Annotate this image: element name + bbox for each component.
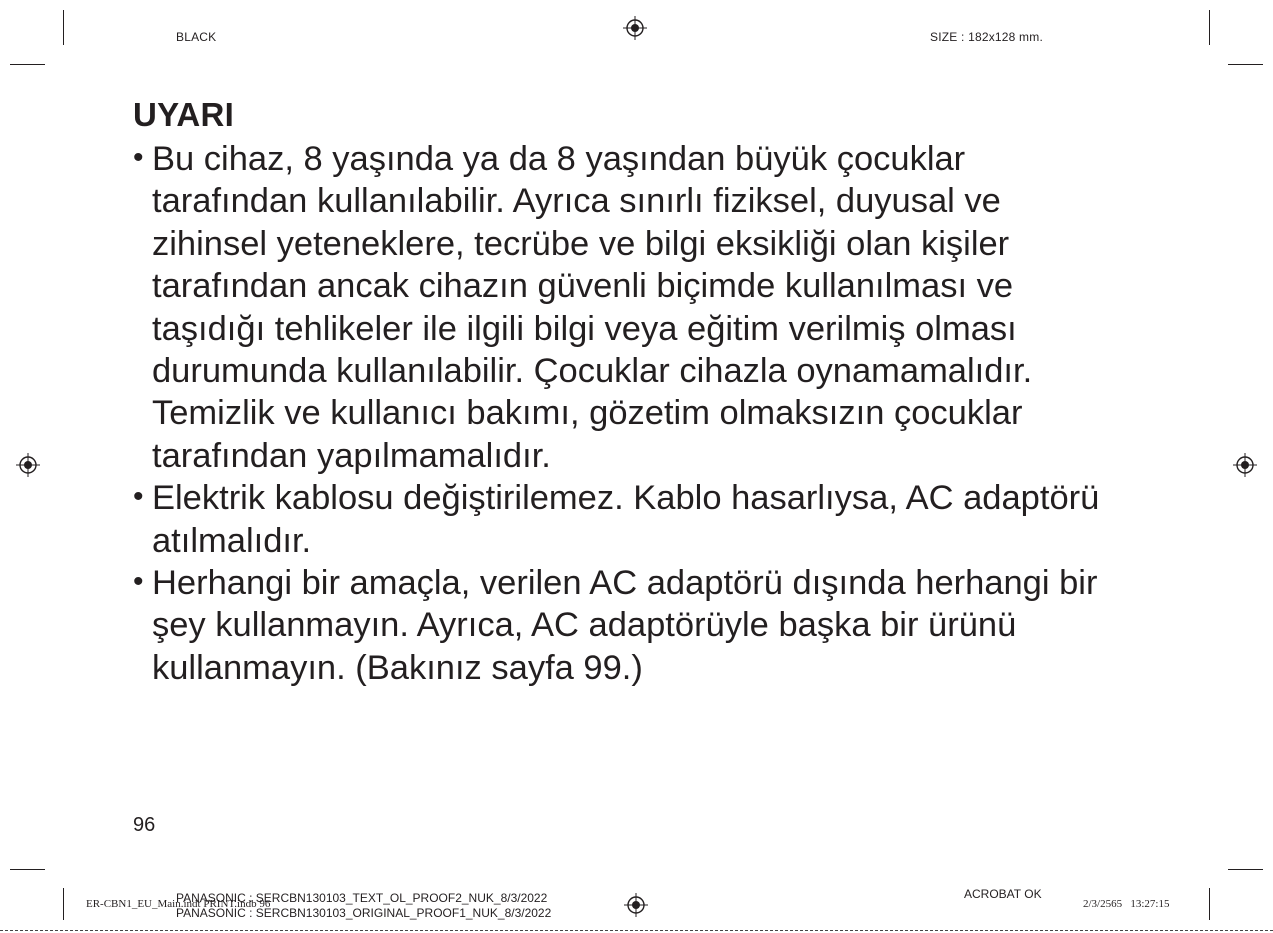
- text-line: durumunda kullanılabilir. Çocuklar cihazla oynamamalıdır.: [152, 352, 1033, 391]
- timestamp-label: 2/3/2565 13:27:15: [1083, 898, 1170, 910]
- crop-mark-top-right-horizontal: [1228, 64, 1263, 65]
- text-line: Temizlik ve kullanıcı bakımı, gözetim olmaksızın çocuklar: [152, 394, 1023, 433]
- text-line: tarafından ancak cihazın güvenli biçimde kullanılması ve: [152, 267, 1014, 306]
- color-label: BLACK: [176, 30, 217, 44]
- file-name-label: ER-CBN1_EU_Main.indt PRINT.indb 96: [86, 898, 271, 910]
- acrobat-ok-label: ACROBAT OK: [964, 887, 1042, 901]
- warning-heading: UYARI: [133, 96, 235, 133]
- page-number: 96: [133, 814, 156, 836]
- text-line: kullanmayın. (Bakınız sayfa 99.): [152, 648, 643, 687]
- text-line: zihinsel yeteneklere, tecrübe ve bilgi eksikliği olan kişiler: [152, 224, 1010, 263]
- crop-mark-bottom-left-horizontal: [10, 869, 45, 870]
- warning-bullet-2: [133, 477, 1163, 562]
- proof-line-2: PANASONIC : SERCBN130103_ORIGINAL_PROOF1_NUK_8/3/2022: [176, 906, 552, 920]
- text-line: taşıdığı tehlikeler ile ilgili bilgi veya eğitim verilmiş olması: [152, 309, 1017, 348]
- registration-mark-bottom-icon: [624, 893, 648, 917]
- text-line: • Bu cihaz, 8 yaşında ya da 8 yaşından büyük çocuklar: [152, 140, 966, 178]
- text-line: • Elektrik kablosu değiştirilemez. Kablo hasarlıysa, AC adaptörü: [152, 479, 1100, 518]
- crop-mark-bottom-right-vertical: [1209, 888, 1210, 920]
- registration-mark-left-icon: [16, 453, 40, 477]
- crop-mark-top-left-vertical: [63, 10, 64, 45]
- warning-list: [133, 138, 1163, 689]
- size-label: SIZE : 182x128 mm.: [930, 30, 1043, 44]
- crop-mark-bottom-left-vertical: [63, 888, 64, 920]
- warning-body: [133, 138, 1163, 689]
- crop-mark-top-left-horizontal: [10, 64, 45, 65]
- proof-line-1: PANASONIC : SERCBN130103_TEXT_OL_PROOF2_NUK_8/3/2022: [176, 891, 548, 905]
- registration-mark-right-icon: [1233, 453, 1257, 477]
- text-line: • Herhangi bir amaçla, verilen AC adaptörü dışında herhangi bir: [152, 564, 1098, 603]
- registration-mark-top-icon: [623, 16, 647, 40]
- crop-mark-bottom-right-horizontal: [1228, 869, 1263, 870]
- text-line: tarafından yapılmamalıdır.: [152, 436, 551, 475]
- text-line: şey kullanmayın. Ayrıca, AC adaptörüyle başka bir ürünü: [152, 606, 1017, 645]
- text-line: atılmalıdır.: [152, 521, 312, 560]
- warning-bullet-1: [133, 138, 1163, 477]
- warning-bullet-3: [133, 562, 1163, 689]
- text-line: tarafından kullanılabilir. Ayrıca sınırlı fiziksel, duyusal ve: [152, 182, 1001, 221]
- trim-line: [0, 930, 1273, 931]
- crop-mark-top-right-vertical: [1209, 10, 1210, 45]
